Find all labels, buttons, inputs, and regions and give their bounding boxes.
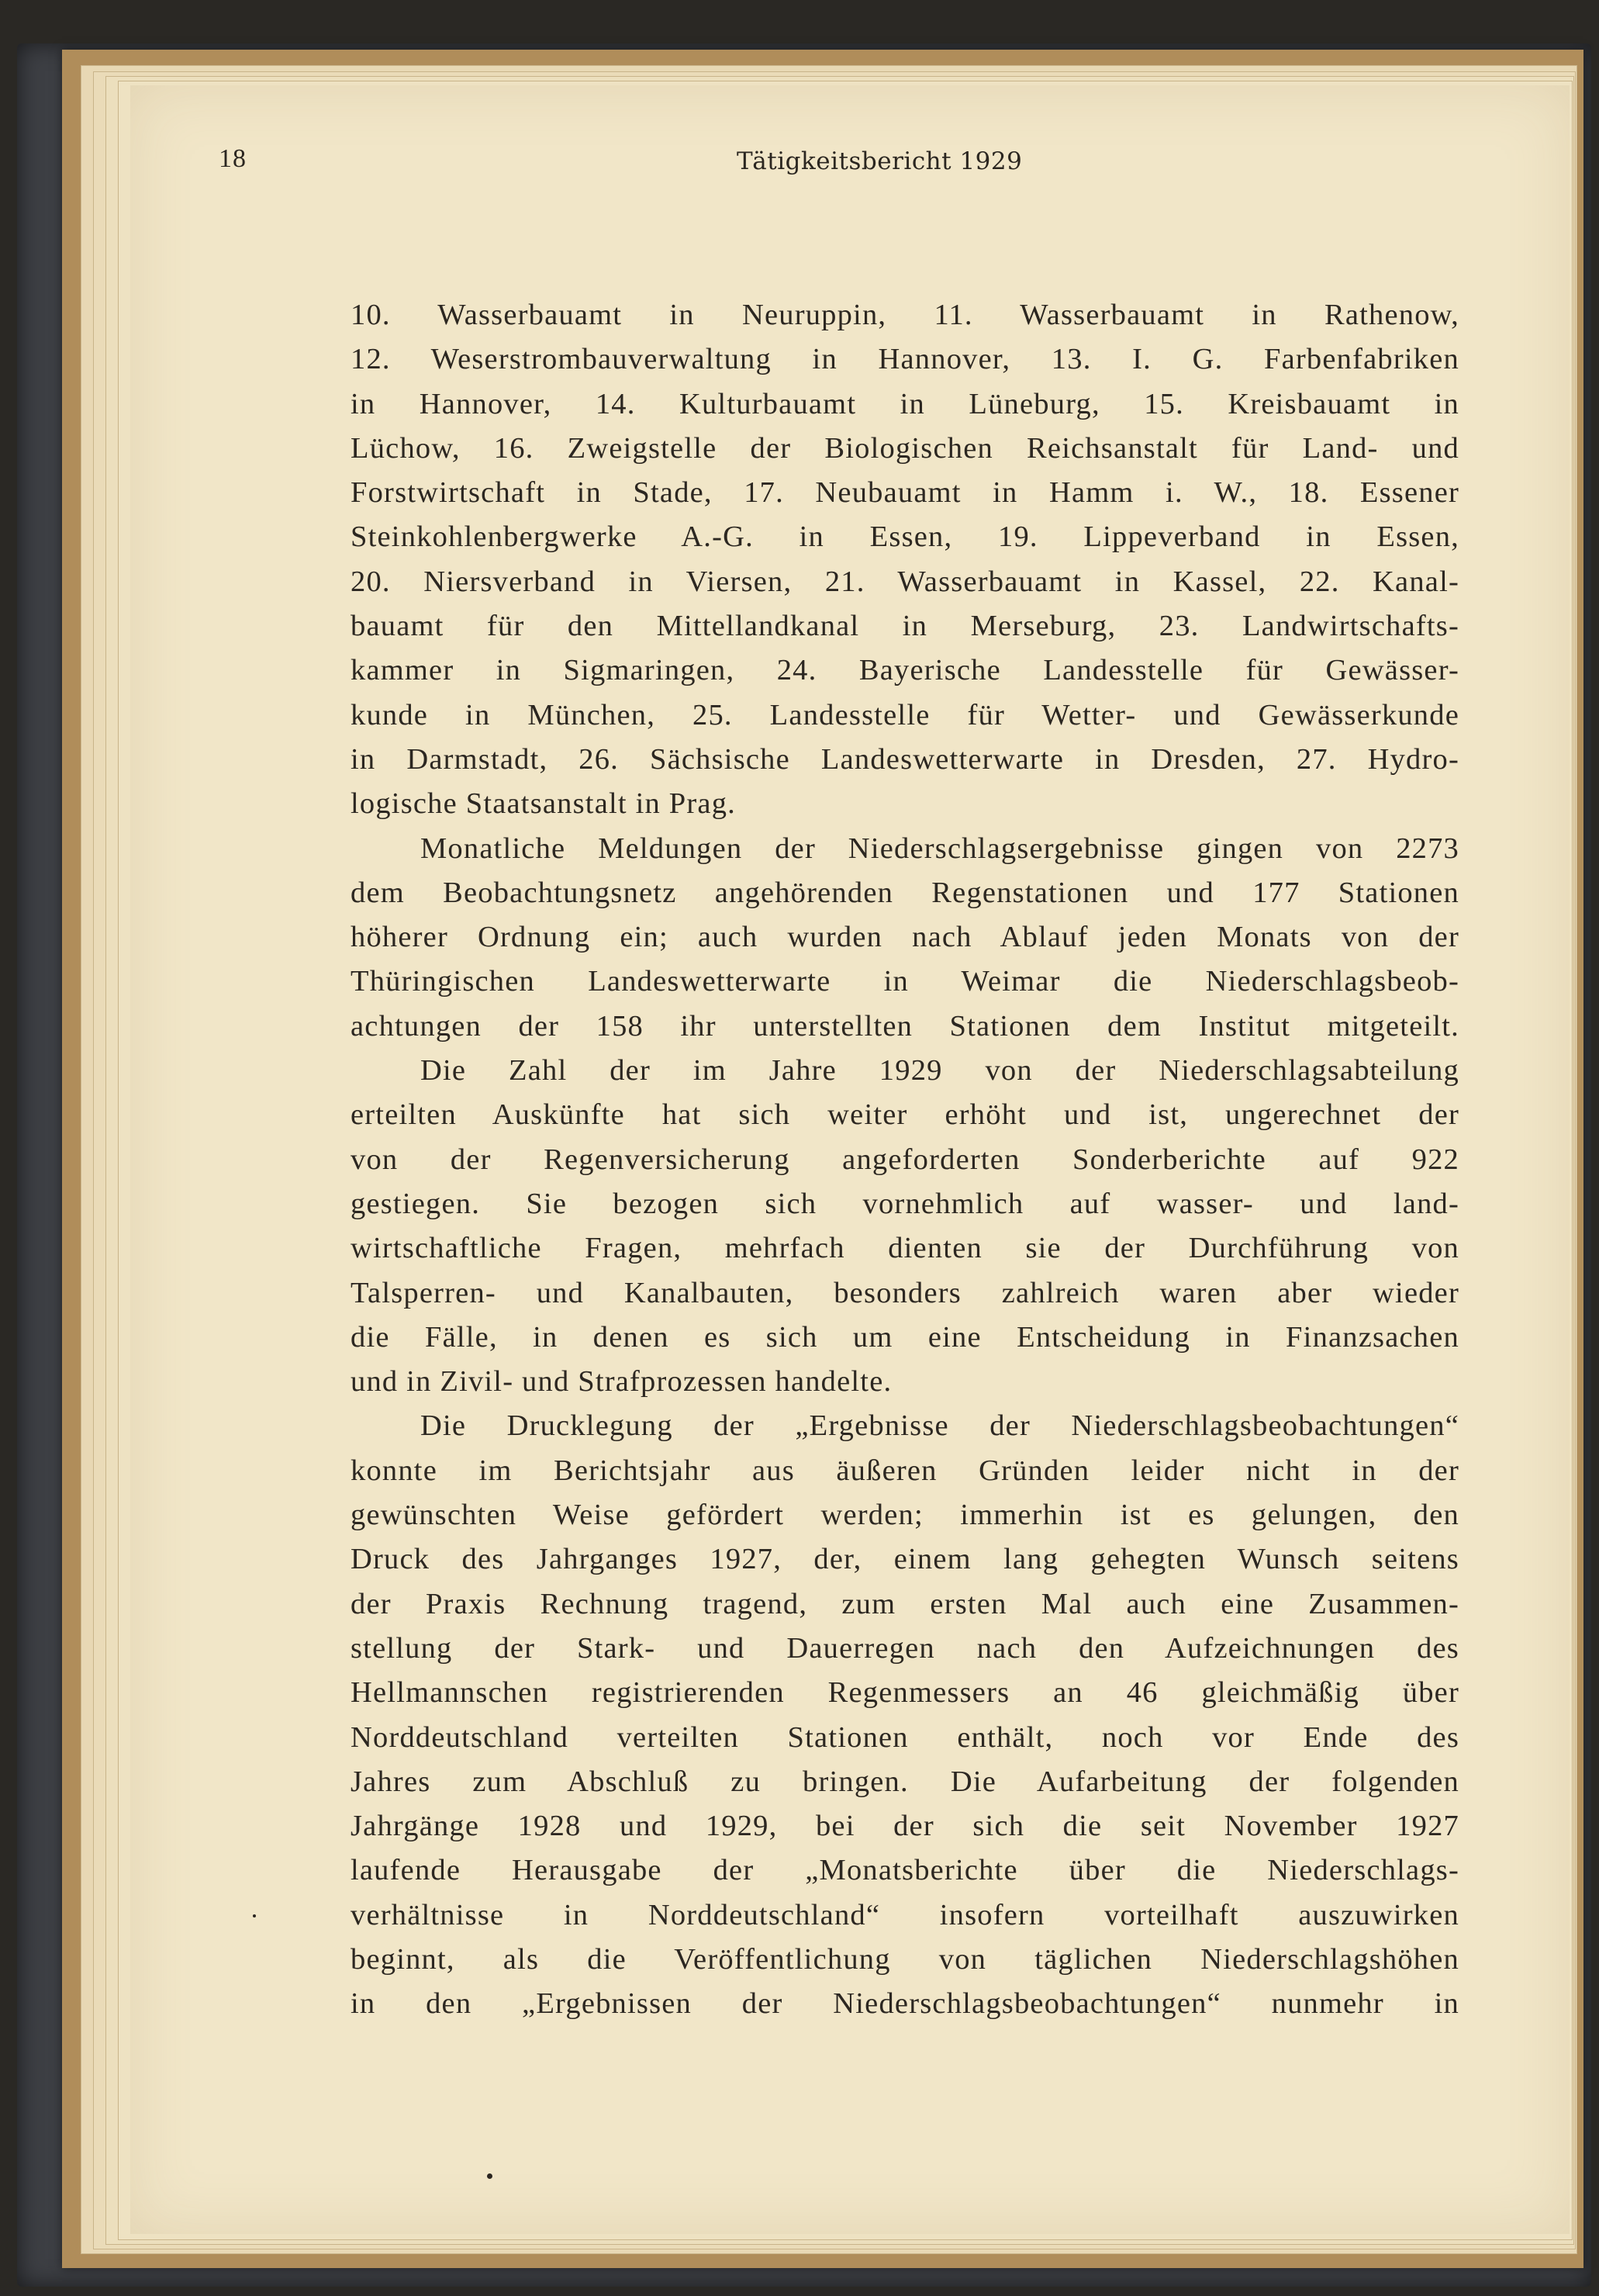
text-line: Jahres zum Abschluß zu bringen. Die Aufarbeitung der folgenden <box>351 1765 1459 1798</box>
text-line: erteilten Auskünfte hat sich weiter erhöht und ist, ungerechnet der <box>351 1098 1459 1132</box>
text-line: in Hannover, 14. Kulturbauamt in Lüneburg, 15. Kreisbauamt in <box>351 387 1459 420</box>
text-line: Monatliche Meldungen der Niederschlagsergebnisse gingen von 2273 <box>420 832 1459 865</box>
text-line: der Praxis Rechnung tragend, zum ersten Mal auch eine Zusammen- <box>351 1587 1459 1620</box>
text-line: gestiegen. Sie bezogen sich vornehmlich auf wasser- und land- <box>351 1187 1459 1220</box>
text-line: Die Drucklegung der „Ergebnisse der Niederschlagsbeobachtungen“ <box>420 1409 1459 1443</box>
text-line: Thüringischen Landeswetterwarte in Weimar die Niederschlagsbeob- <box>351 965 1459 998</box>
text-line: Druck des Jahrganges 1927, der, einem lang gehegten Wunsch seitens <box>351 1543 1459 1576</box>
ink-speck <box>253 1914 256 1917</box>
text-line: bauamt für den Mittellandkanal in Merseburg, 23. Landwirtschafts- <box>351 610 1459 643</box>
text-line: höherer Ordnung ein; auch wurden nach Ablauf jeden Monats von der <box>351 921 1459 954</box>
text-line: logische Staatsanstalt in Prag. <box>351 787 736 821</box>
text-line: stellung der Stark- und Dauerregen nach den Aufzeichnungen des <box>351 1631 1459 1665</box>
ink-speck <box>487 2173 492 2179</box>
text-line: 20. Niersverband in Viersen, 21. Wasserbauamt in Kassel, 22. Kanal- <box>351 565 1459 598</box>
page-number: 18 <box>219 144 247 173</box>
text-line: gewünschten Weise gefördert werden; immerhin ist es gelungen, den <box>351 1499 1459 1532</box>
text-line: laufende Herausgabe der „Monatsberichte über die Niederschlags- <box>351 1854 1459 1887</box>
text-line: kunde in München, 25. Landesstelle für Wetter- und Gewässerkunde <box>351 698 1459 731</box>
text-line: Forstwirtschaft in Stade, 17. Neubauamt in Hamm i. W., 18. Essener <box>351 476 1459 510</box>
text-line: Die Zahl der im Jahre 1929 von der Niederschlagsabteilung <box>420 1054 1459 1087</box>
text-line: Norddeutschland verteilten Stationen enthält, noch vor Ende des <box>351 1720 1459 1754</box>
text-line: beginnt, als die Veröffentlichung von täglichen Niederschlagshöhen <box>351 1942 1459 1976</box>
text-line: dem Beobachtungsnetz angehörenden Regenstationen und 177 Stationen <box>351 876 1459 909</box>
text-line: in den „Ergebnissen der Niederschlagsbeobachtungen“ nunmehr in <box>351 1987 1459 2021</box>
body-text <box>351 293 1459 2027</box>
text-line: und in Zivil- und Strafprozessen handelte. <box>351 1365 893 1399</box>
text-line: wirtschaftliche Fragen, mehrfach dienten sie der Durchführung von <box>351 1232 1459 1265</box>
text-line: Lüchow, 16. Zweigstelle der Biologischen Reichsanstalt für Land- und <box>351 431 1459 465</box>
text-line: von der Regenversicherung angeforderten Sonderberichte auf 922 <box>351 1143 1459 1176</box>
text-line: verhältnisse in Norddeutschland“ insofern vorteilhaft auszuwirken <box>351 1898 1459 1931</box>
text-line: in Darmstadt, 26. Sächsische Landeswetterwarte in Dresden, 27. Hydro- <box>351 742 1459 776</box>
text-line: 10. Wasserbauamt in Neuruppin, 11. Wasserbauamt in Rathenow, <box>351 299 1459 331</box>
text-line: die Fälle, in denen es sich um eine Entscheidung in Finanzsachen <box>351 1320 1459 1354</box>
text-line: Talsperren- und Kanalbauten, besonders zahlreich waren aber wieder <box>351 1276 1459 1309</box>
text-line: konnte im Berichtsjahr aus äußeren Gründen leider nicht in der <box>351 1454 1459 1487</box>
text-line: Steinkohlenbergwerke A.-G. in Essen, 19. Lippeverband in Essen, <box>351 520 1459 554</box>
text-line: kammer in Sigmaringen, 24. Bayerische Landesstelle für Gewässer- <box>351 654 1459 687</box>
text-line: 12. Weserstrombauverwaltung in Hannover, 13. I. G. Farbenfabriken <box>351 343 1459 376</box>
text-line: achtungen der 158 ihr unterstellten Stationen dem Institut mitgeteilt. <box>351 1009 1459 1043</box>
text-line: Jahrgänge 1928 und 1929, bei der sich die seit November 1927 <box>351 1810 1459 1843</box>
running-head: Tätigkeitsbericht 1929 <box>737 147 1023 175</box>
text-line: Hellmannschen registrierenden Regenmessers an 46 gleichmäßig über <box>351 1676 1459 1710</box>
